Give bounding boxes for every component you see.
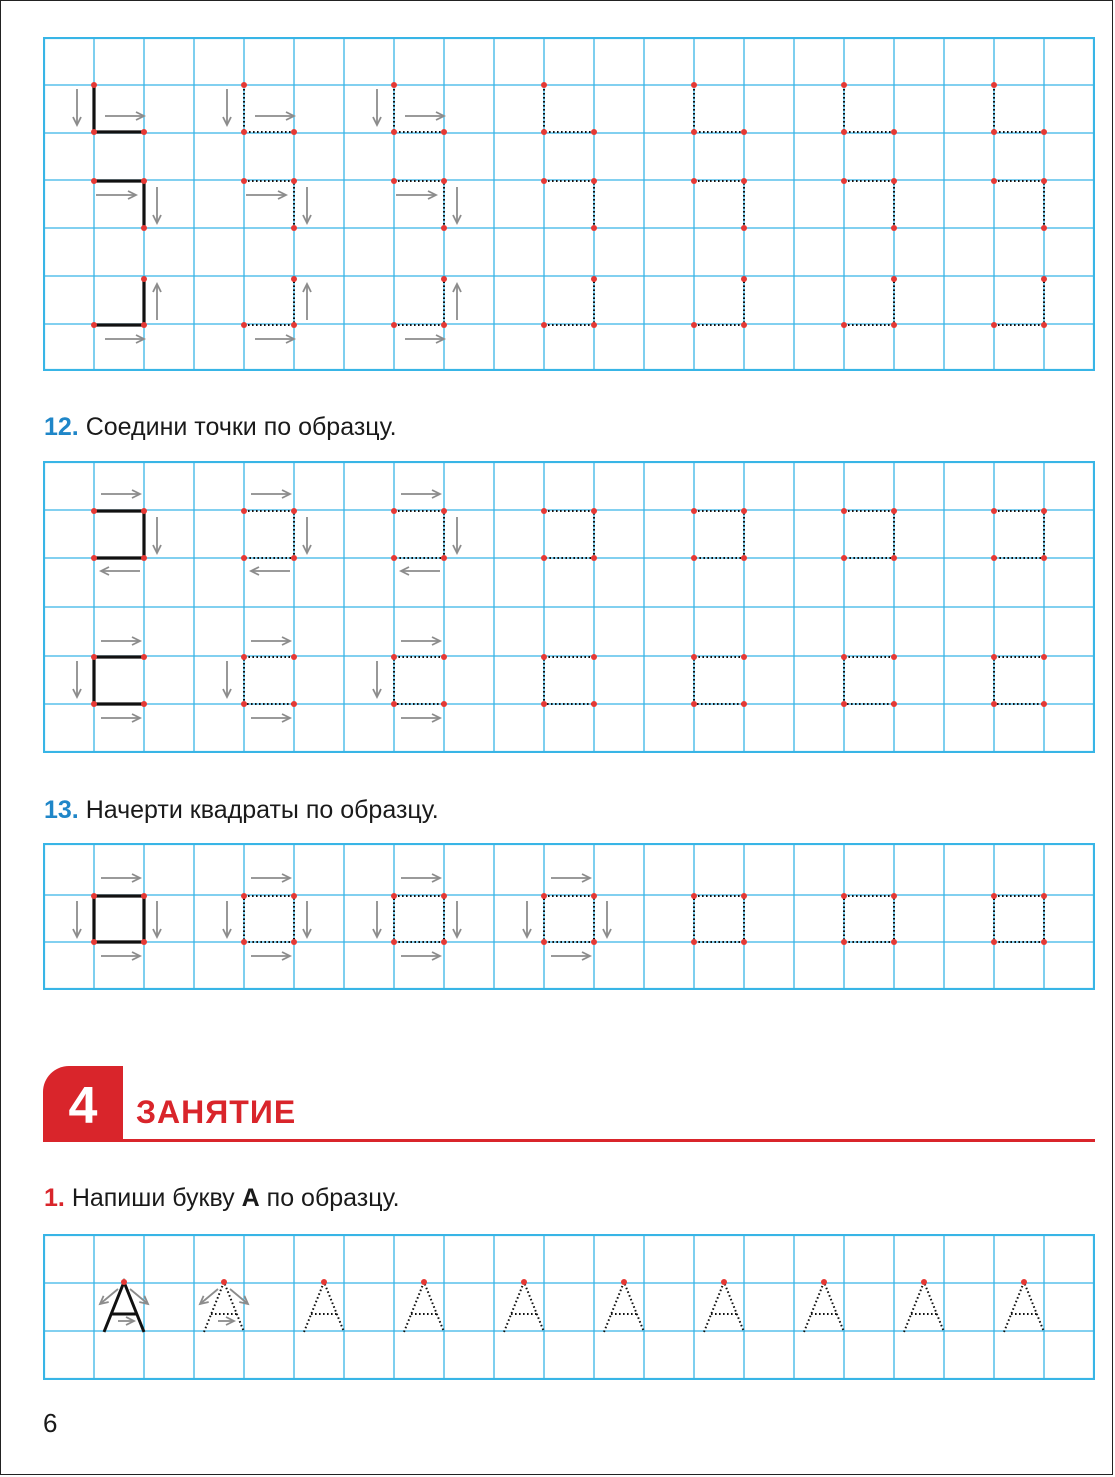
red-dot-icon: [891, 322, 897, 328]
direction-arrow-icon: [251, 952, 290, 960]
red-dot-icon: [841, 939, 847, 945]
direction-arrow-icon: [223, 89, 231, 125]
red-dot-icon: [741, 654, 747, 660]
direction-arrow-icon: [105, 112, 144, 120]
red-dot-icon: [321, 1279, 327, 1285]
red-dot-icon: [141, 276, 147, 282]
red-dot-icon: [1041, 129, 1047, 135]
dotted-guide-line: [394, 279, 444, 325]
direction-arrow-icon: [373, 901, 381, 937]
red-dot-icon: [391, 939, 397, 945]
direction-arrow-icon: [251, 637, 290, 645]
red-dot-icon: [741, 508, 747, 514]
dotted-letter-a: [604, 1282, 644, 1332]
red-dot-icon: [741, 939, 747, 945]
grid-border: [44, 1235, 1094, 1379]
red-dot-icon: [121, 1279, 127, 1285]
red-dot-icon: [141, 129, 147, 135]
red-dot-icon: [991, 893, 997, 899]
direction-arrow-icon: [101, 567, 140, 575]
red-dot-icon: [591, 276, 597, 282]
red-dot-icon: [991, 654, 997, 660]
red-dot-icon: [241, 129, 247, 135]
red-dot-icon: [591, 322, 597, 328]
dotted-letter-a: [304, 1282, 344, 1332]
red-dot-icon: [141, 654, 147, 660]
red-dot-icon: [291, 555, 297, 561]
red-dot-icon: [991, 555, 997, 561]
red-dot-icon: [241, 654, 247, 660]
red-dot-icon: [1041, 225, 1047, 231]
dotted-guide-line: [544, 279, 594, 325]
dotted-letter-a: [704, 1282, 744, 1332]
direction-arrow-icon: [373, 661, 381, 697]
exercise-grid-squares: [43, 843, 1095, 990]
direction-arrow-icon: [401, 637, 440, 645]
direction-arrow-icon: [101, 637, 140, 645]
red-dot-icon: [441, 893, 447, 899]
dotted-guide-line: [244, 85, 294, 132]
direction-arrow-icon: [153, 284, 161, 320]
sample-line: [94, 896, 144, 942]
direction-arrow-icon: [101, 490, 140, 498]
red-dot-icon: [391, 129, 397, 135]
red-dot-icon: [591, 701, 597, 707]
dotted-letter-a: [804, 1282, 844, 1332]
red-dot-icon: [441, 178, 447, 184]
red-dot-icon: [441, 555, 447, 561]
red-dot-icon: [291, 508, 297, 514]
red-dot-icon: [391, 893, 397, 899]
sample-line: [94, 511, 144, 558]
red-dot-icon: [91, 939, 97, 945]
direction-arrow-icon: [223, 901, 231, 937]
red-dot-icon: [691, 939, 697, 945]
red-dot-icon: [391, 178, 397, 184]
red-dot-icon: [291, 129, 297, 135]
red-dot-icon: [841, 654, 847, 660]
dotted-guide-line: [844, 279, 894, 325]
dotted-guide-line: [844, 896, 894, 942]
direction-arrow-icon: [401, 874, 440, 882]
red-dot-icon: [391, 82, 397, 88]
red-dot-icon: [1041, 322, 1047, 328]
direction-arrow-icon: [551, 874, 590, 882]
direction-arrow-icon: [303, 901, 311, 937]
red-dot-icon: [591, 654, 597, 660]
red-dot-icon: [891, 555, 897, 561]
red-dot-icon: [741, 276, 747, 282]
red-dot-icon: [241, 893, 247, 899]
red-dot-icon: [991, 508, 997, 514]
task-1-text-before: Напиши букву: [71, 1184, 235, 1212]
red-dot-icon: [241, 508, 247, 514]
exercise-grid-letter-a: [43, 1234, 1095, 1380]
direction-arrow-icon: [453, 901, 461, 937]
direction-arrow-icon: [401, 952, 440, 960]
grid-border: [44, 844, 1094, 989]
red-dot-icon: [891, 939, 897, 945]
red-dot-icon: [391, 701, 397, 707]
direction-arrow-icon: [453, 284, 461, 320]
direction-arrow-icon: [230, 1289, 248, 1304]
direction-arrow-icon: [603, 901, 611, 937]
dotted-letter-a: [204, 1282, 244, 1332]
red-dot-icon: [741, 893, 747, 899]
dotted-guide-line: [994, 511, 1044, 558]
sample-line: [94, 85, 144, 132]
red-dot-icon: [591, 129, 597, 135]
sample-line: [94, 657, 144, 704]
dotted-guide-line: [694, 511, 744, 558]
direction-arrow-icon: [73, 901, 81, 937]
red-dot-icon: [691, 322, 697, 328]
red-dot-icon: [141, 508, 147, 514]
red-dot-icon: [541, 893, 547, 899]
red-dot-icon: [1041, 178, 1047, 184]
red-dot-icon: [841, 129, 847, 135]
red-dot-icon: [521, 1279, 527, 1285]
red-dot-icon: [541, 322, 547, 328]
dotted-guide-line: [244, 657, 294, 704]
task-12-number: 12.: [44, 413, 79, 441]
red-dot-icon: [441, 322, 447, 328]
red-dot-icon: [91, 654, 97, 660]
task-1-text-after: по образцу.: [266, 1184, 400, 1212]
red-dot-icon: [891, 129, 897, 135]
red-dot-icon: [1041, 939, 1047, 945]
red-dot-icon: [1041, 508, 1047, 514]
red-dot-icon: [841, 508, 847, 514]
direction-arrow-icon: [101, 874, 140, 882]
direction-arrow-icon: [73, 89, 81, 125]
red-dot-icon: [841, 893, 847, 899]
direction-arrow-icon: [118, 1317, 134, 1325]
red-dot-icon: [291, 225, 297, 231]
red-dot-icon: [891, 225, 897, 231]
direction-arrow-icon: [401, 567, 440, 575]
red-dot-icon: [991, 322, 997, 328]
red-dot-icon: [541, 701, 547, 707]
red-dot-icon: [891, 893, 897, 899]
dotted-guide-line: [544, 181, 594, 228]
red-dot-icon: [591, 939, 597, 945]
red-dot-icon: [741, 701, 747, 707]
sample-letter-a: [104, 1282, 144, 1332]
red-dot-icon: [91, 322, 97, 328]
red-dot-icon: [291, 178, 297, 184]
red-dot-icon: [541, 82, 547, 88]
dotted-guide-line: [994, 181, 1044, 228]
red-dot-icon: [591, 893, 597, 899]
red-dot-icon: [421, 1279, 427, 1285]
direction-arrow-icon: [396, 191, 436, 199]
red-dot-icon: [441, 654, 447, 660]
dotted-guide-line: [544, 85, 594, 132]
red-dot-icon: [841, 322, 847, 328]
red-dot-icon: [241, 555, 247, 561]
direction-arrow-icon: [223, 661, 231, 697]
dotted-guide-line: [994, 657, 1044, 704]
exercise-grid-shapes: [43, 37, 1095, 371]
dotted-guide-line: [844, 181, 894, 228]
dotted-guide-line: [994, 85, 1044, 132]
dotted-guide-line: [694, 896, 744, 942]
red-dot-icon: [241, 701, 247, 707]
red-dot-icon: [691, 178, 697, 184]
red-dot-icon: [621, 1279, 627, 1285]
red-dot-icon: [691, 654, 697, 660]
red-dot-icon: [541, 129, 547, 135]
direction-arrow-icon: [405, 335, 444, 343]
lesson-title: ЗАНЯТИЕ: [136, 1094, 297, 1130]
red-dot-icon: [891, 654, 897, 660]
direction-arrow-icon: [73, 661, 81, 697]
red-dot-icon: [741, 129, 747, 135]
red-dot-icon: [591, 555, 597, 561]
dotted-guide-line: [394, 657, 444, 704]
direction-arrow-icon: [523, 901, 531, 937]
red-dot-icon: [291, 893, 297, 899]
red-dot-icon: [91, 178, 97, 184]
direction-arrow-icon: [303, 187, 311, 223]
red-dot-icon: [91, 129, 97, 135]
red-dot-icon: [891, 508, 897, 514]
red-dot-icon: [141, 701, 147, 707]
exercise-grid-connect-dots: [43, 461, 1095, 753]
dotted-guide-line: [694, 181, 744, 228]
dotted-guide-line: [844, 85, 894, 132]
red-dot-icon: [441, 939, 447, 945]
red-dot-icon: [291, 276, 297, 282]
dotted-guide-line: [844, 511, 894, 558]
dotted-letter-a: [404, 1282, 444, 1332]
direction-arrow-icon: [251, 714, 290, 722]
direction-arrow-icon: [373, 89, 381, 125]
red-dot-icon: [841, 555, 847, 561]
red-dot-icon: [291, 654, 297, 660]
red-dot-icon: [391, 654, 397, 660]
direction-arrow-icon: [153, 901, 161, 937]
red-dot-icon: [291, 939, 297, 945]
red-dot-icon: [541, 178, 547, 184]
task-12-heading: [44, 413, 397, 442]
red-dot-icon: [141, 939, 147, 945]
red-dot-icon: [241, 82, 247, 88]
lesson-divider: [43, 1139, 1095, 1142]
dotted-guide-line: [694, 85, 744, 132]
red-dot-icon: [91, 82, 97, 88]
direction-arrow-icon: [96, 191, 136, 199]
direction-arrow-icon: [453, 517, 461, 553]
red-dot-icon: [441, 129, 447, 135]
red-dot-icon: [291, 701, 297, 707]
red-dot-icon: [91, 555, 97, 561]
red-dot-icon: [921, 1279, 927, 1285]
red-dot-icon: [241, 178, 247, 184]
red-dot-icon: [141, 893, 147, 899]
direction-arrow-icon: [251, 874, 290, 882]
task-1-letter: А: [241, 1184, 260, 1212]
dotted-guide-line: [544, 511, 594, 558]
red-dot-icon: [1041, 555, 1047, 561]
red-dot-icon: [741, 322, 747, 328]
red-dot-icon: [991, 129, 997, 135]
direction-arrow-icon: [551, 952, 590, 960]
red-dot-icon: [991, 82, 997, 88]
dotted-letter-a: [504, 1282, 544, 1332]
dotted-guide-line: [244, 279, 294, 325]
dotted-guide-line: [394, 85, 444, 132]
red-dot-icon: [691, 555, 697, 561]
dotted-guide-line: [544, 896, 594, 942]
red-dot-icon: [441, 508, 447, 514]
dotted-guide-line: [394, 511, 444, 558]
direction-arrow-icon: [101, 714, 140, 722]
dotted-guide-line: [994, 896, 1044, 942]
red-dot-icon: [691, 82, 697, 88]
direction-arrow-icon: [251, 490, 290, 498]
red-dot-icon: [541, 555, 547, 561]
red-dot-icon: [891, 276, 897, 282]
red-dot-icon: [841, 178, 847, 184]
red-dot-icon: [1041, 654, 1047, 660]
red-dot-icon: [691, 893, 697, 899]
red-dot-icon: [721, 1279, 727, 1285]
red-dot-icon: [391, 322, 397, 328]
red-dot-icon: [841, 82, 847, 88]
red-dot-icon: [241, 322, 247, 328]
dotted-guide-line: [844, 657, 894, 704]
direction-arrow-icon: [303, 284, 311, 320]
red-dot-icon: [541, 939, 547, 945]
red-dot-icon: [741, 178, 747, 184]
red-dot-icon: [821, 1279, 827, 1285]
red-dot-icon: [1041, 276, 1047, 282]
red-dot-icon: [1041, 893, 1047, 899]
dotted-guide-line: [544, 657, 594, 704]
direction-arrow-icon: [105, 335, 144, 343]
red-dot-icon: [441, 225, 447, 231]
red-dot-icon: [141, 555, 147, 561]
direction-arrow-icon: [246, 191, 286, 199]
red-dot-icon: [541, 654, 547, 660]
dotted-guide-line: [694, 657, 744, 704]
direction-arrow-icon: [405, 112, 444, 120]
grid-border: [44, 38, 1094, 370]
direction-arrow-icon: [401, 490, 440, 498]
red-dot-icon: [741, 225, 747, 231]
task-12-text: Соедини точки по образцу.: [85, 413, 397, 441]
red-dot-icon: [741, 555, 747, 561]
red-dot-icon: [991, 701, 997, 707]
red-dot-icon: [691, 129, 697, 135]
red-dot-icon: [691, 701, 697, 707]
red-dot-icon: [141, 225, 147, 231]
red-dot-icon: [391, 508, 397, 514]
direction-arrow-icon: [101, 952, 140, 960]
red-dot-icon: [91, 508, 97, 514]
red-dot-icon: [591, 508, 597, 514]
red-dot-icon: [1021, 1279, 1027, 1285]
red-dot-icon: [891, 701, 897, 707]
direction-arrow-icon: [153, 187, 161, 223]
dotted-guide-line: [994, 279, 1044, 325]
red-dot-icon: [141, 322, 147, 328]
red-dot-icon: [891, 178, 897, 184]
red-dot-icon: [691, 508, 697, 514]
task-13-heading: [44, 796, 439, 825]
dotted-guide-line: [244, 896, 294, 942]
red-dot-icon: [91, 893, 97, 899]
red-dot-icon: [991, 939, 997, 945]
red-dot-icon: [541, 508, 547, 514]
direction-arrow-icon: [453, 187, 461, 223]
dotted-letter-a: [1004, 1282, 1044, 1332]
red-dot-icon: [441, 701, 447, 707]
task-13-text: Начерти квадраты по образцу.: [85, 796, 439, 824]
direction-arrow-icon: [251, 567, 290, 575]
task-1-number: 1.: [44, 1184, 65, 1212]
page-number: 6: [43, 1408, 58, 1438]
red-dot-icon: [221, 1279, 227, 1285]
red-dot-icon: [141, 178, 147, 184]
direction-arrow-icon: [153, 517, 161, 553]
red-dot-icon: [441, 276, 447, 282]
direction-arrow-icon: [255, 335, 294, 343]
dotted-guide-line: [244, 511, 294, 558]
sample-line: [94, 279, 144, 325]
dotted-guide-line: [244, 181, 294, 228]
dotted-guide-line: [694, 279, 744, 325]
dotted-guide-line: [394, 181, 444, 228]
red-dot-icon: [841, 701, 847, 707]
direction-arrow-icon: [255, 112, 294, 120]
red-dot-icon: [391, 555, 397, 561]
red-dot-icon: [241, 939, 247, 945]
task-13-number: 13.: [44, 796, 79, 824]
red-dot-icon: [1041, 701, 1047, 707]
red-dot-icon: [291, 322, 297, 328]
red-dot-icon: [591, 178, 597, 184]
task-1-heading: [44, 1184, 400, 1213]
direction-arrow-icon: [218, 1317, 234, 1325]
dotted-letter-a: [904, 1282, 944, 1332]
sample-line: [94, 181, 144, 228]
red-dot-icon: [991, 178, 997, 184]
lesson-number: 4: [68, 1077, 98, 1135]
dotted-guide-line: [394, 896, 444, 942]
direction-arrow-icon: [401, 714, 440, 722]
red-dot-icon: [91, 701, 97, 707]
direction-arrow-icon: [303, 517, 311, 553]
red-dot-icon: [591, 225, 597, 231]
